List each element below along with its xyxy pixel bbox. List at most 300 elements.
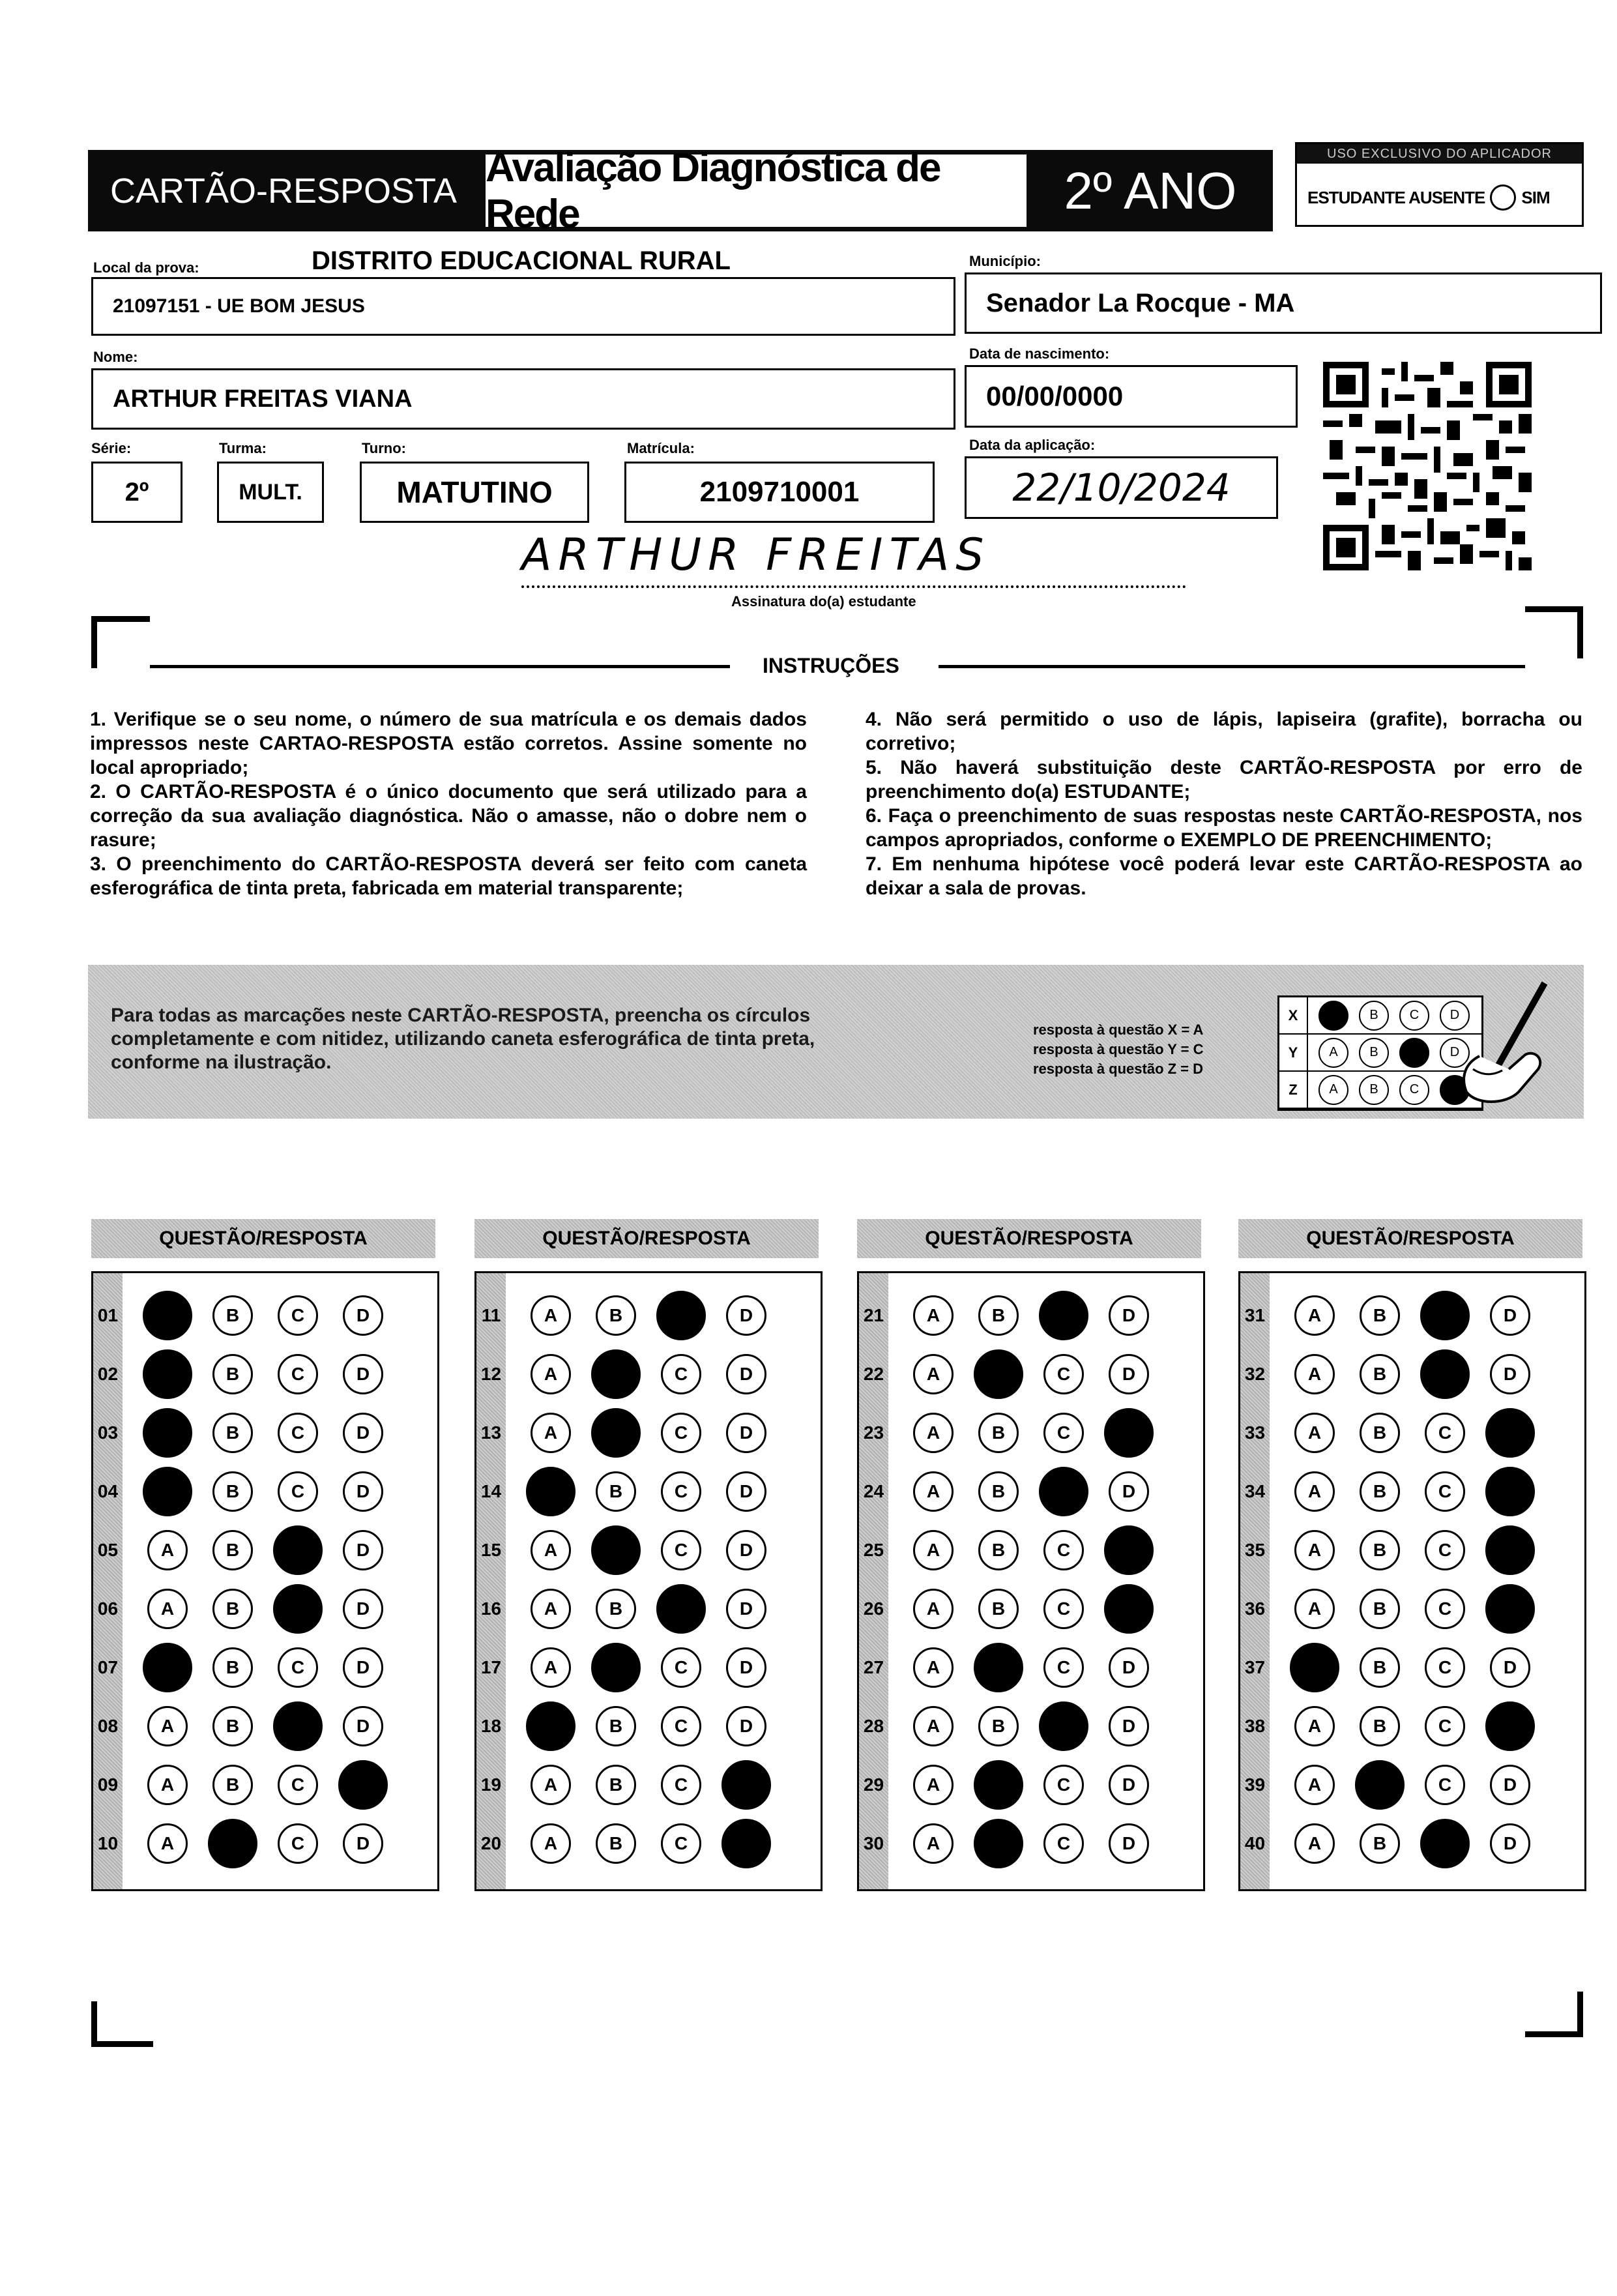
- question-row: [476, 1531, 821, 1570]
- question-row: [476, 1765, 821, 1804]
- answer-bubble-c[interactable]: C: [1425, 1706, 1465, 1746]
- answer-bubble-b[interactable]: B: [212, 1354, 253, 1394]
- answer-bubble-d[interactable]: D: [726, 1647, 766, 1688]
- question-row: [93, 1824, 437, 1863]
- answer-block-header: QUESTÃO/RESPOSTA: [474, 1219, 819, 1258]
- question-number: 03: [97, 1422, 119, 1443]
- answer-bubble-d[interactable]: D: [1490, 1647, 1530, 1688]
- answer-bubble-a[interactable]: [143, 1291, 192, 1340]
- answer-bubble-d[interactable]: D: [343, 1471, 383, 1512]
- answer-bubble-d[interactable]: D: [726, 1354, 766, 1394]
- legend-z: resposta à questão Z = D: [1033, 1061, 1204, 1077]
- answer-bubble-b[interactable]: B: [212, 1295, 253, 1336]
- question-row: [476, 1648, 821, 1687]
- answer-bubble-d[interactable]: D: [1109, 1471, 1149, 1512]
- fill-example-row: [1279, 1035, 1481, 1072]
- answer-bubble-b[interactable]: B: [212, 1471, 253, 1512]
- question-number: 09: [97, 1774, 119, 1795]
- question-number: 14: [480, 1481, 502, 1501]
- question-row: [859, 1531, 1203, 1570]
- answer-bubble-a[interactable]: [526, 1701, 575, 1751]
- answer-bubble-d[interactable]: D: [1109, 1765, 1149, 1805]
- answer-bubble-a[interactable]: A: [913, 1589, 954, 1629]
- fill-example-bubble-b: B: [1359, 1075, 1389, 1105]
- answer-bubble-d[interactable]: D: [726, 1413, 766, 1453]
- answer-bubble-d[interactable]: D: [1109, 1823, 1149, 1864]
- answer-bubble-d[interactable]: [721, 1760, 771, 1810]
- answer-bubble-b[interactable]: [974, 1760, 1023, 1810]
- district-name: DISTRITO EDUCACIONAL RURAL: [312, 246, 731, 275]
- answer-bubble-d[interactable]: [1104, 1408, 1154, 1458]
- answer-bubble-d[interactable]: [721, 1819, 771, 1868]
- answer-bubble-c[interactable]: C: [1425, 1471, 1465, 1512]
- question-number: 02: [97, 1364, 119, 1384]
- answer-bubble-d[interactable]: D: [726, 1706, 766, 1746]
- answer-bubble-a[interactable]: A: [1294, 1295, 1335, 1336]
- fill-example-bubble-c: C: [1399, 1075, 1429, 1105]
- answer-bubble-a[interactable]: A: [531, 1295, 571, 1336]
- question-row: [859, 1707, 1203, 1746]
- absent-row: [1307, 184, 1550, 211]
- corner-mark-top-right-h: [1525, 606, 1583, 612]
- answer-bubble-b[interactable]: B: [978, 1530, 1019, 1570]
- answer-bubble-c[interactable]: C: [661, 1765, 701, 1805]
- answer-bubble-b[interactable]: [591, 1408, 641, 1458]
- aplicador-box: [1295, 142, 1584, 227]
- answer-bubble-a[interactable]: A: [913, 1295, 954, 1336]
- answer-bubble-b[interactable]: B: [978, 1706, 1019, 1746]
- answer-bubble-d[interactable]: [338, 1760, 388, 1810]
- answer-bubble-a[interactable]: A: [147, 1589, 188, 1629]
- answer-bubble-b[interactable]: [591, 1643, 641, 1692]
- answer-bubble-d[interactable]: D: [1109, 1647, 1149, 1688]
- question-number: 40: [1244, 1833, 1266, 1853]
- answer-bubble-c[interactable]: C: [661, 1530, 701, 1570]
- answer-bubble-c[interactable]: C: [1425, 1589, 1465, 1629]
- answer-bubble-b[interactable]: B: [1360, 1295, 1400, 1336]
- question-row: [859, 1765, 1203, 1804]
- answer-bubble-c[interactable]: C: [1043, 1413, 1084, 1453]
- corner-mark-top-left: [91, 616, 97, 668]
- question-number: 27: [863, 1657, 884, 1677]
- question-number: 24: [863, 1481, 884, 1501]
- question-number: 34: [1244, 1481, 1266, 1501]
- question-number: 39: [1244, 1774, 1266, 1795]
- instruction-5: 5. Não haverá substituição deste CARTÃO-RESPOSTA por erro de preenchimento do(a) ESTUDANTE;: [866, 757, 1582, 802]
- answer-bubble-d[interactable]: [1104, 1525, 1154, 1575]
- question-number: 19: [480, 1774, 502, 1795]
- answer-bubble-d[interactable]: D: [1490, 1295, 1530, 1336]
- question-number: 28: [863, 1716, 884, 1736]
- question-number: 37: [1244, 1657, 1266, 1677]
- hand-pen-icon: [1453, 978, 1551, 1108]
- answer-block: [474, 1271, 823, 1891]
- enrollment-field[interactable]: 2109710001: [624, 462, 935, 523]
- question-number: 23: [863, 1422, 884, 1443]
- municipality-label: Município:: [969, 253, 1041, 269]
- answer-bubble-c[interactable]: C: [278, 1354, 318, 1394]
- shift-label: Turno:: [362, 440, 407, 456]
- question-row: [1240, 1531, 1584, 1570]
- municipality-field[interactable]: Senador La Rocque - MA: [965, 272, 1602, 334]
- answer-bubble-a[interactable]: A: [147, 1530, 188, 1570]
- birth-date-field[interactable]: 00/00/0000: [965, 365, 1298, 428]
- answer-bubble-a[interactable]: A: [147, 1823, 188, 1864]
- question-number: 26: [863, 1598, 884, 1619]
- instruction-7: 7. Em nenhuma hipótese você poderá levar este CARTÃO-RESPOSTA ao deixar a sala de provas.: [866, 853, 1582, 899]
- instructions-rule-left: [150, 665, 730, 668]
- fill-example-bubble-b: B: [1359, 1001, 1389, 1031]
- answer-bubble-b[interactable]: B: [596, 1823, 636, 1864]
- answer-bubble-c[interactable]: C: [661, 1706, 701, 1746]
- question-row: [93, 1296, 437, 1335]
- answer-bubble-c[interactable]: [1420, 1349, 1470, 1399]
- answer-bubble-a[interactable]: A: [913, 1647, 954, 1688]
- answer-bubble-b[interactable]: [974, 1349, 1023, 1399]
- answer-bubble-c[interactable]: [1420, 1819, 1470, 1868]
- answer-bubble-b[interactable]: B: [212, 1589, 253, 1629]
- answer-bubble-d[interactable]: D: [726, 1530, 766, 1570]
- question-row: [476, 1824, 821, 1863]
- answer-bubble-b[interactable]: B: [1360, 1413, 1400, 1453]
- answer-bubble-b[interactable]: [1355, 1760, 1405, 1810]
- answer-bubble-c[interactable]: C: [278, 1765, 318, 1805]
- answer-bubble-c[interactable]: [273, 1584, 323, 1634]
- corner-mark-top-right: [1577, 606, 1583, 658]
- answer-bubble-a[interactable]: A: [531, 1530, 571, 1570]
- question-number: 35: [1244, 1540, 1266, 1560]
- question-number: 12: [480, 1364, 502, 1384]
- answer-bubble-a[interactable]: A: [531, 1765, 571, 1805]
- answer-bubble-c[interactable]: C: [1043, 1647, 1084, 1688]
- question-row: [859, 1355, 1203, 1394]
- series-field[interactable]: 2º: [91, 462, 182, 523]
- answer-bubble-b[interactable]: B: [1360, 1823, 1400, 1864]
- question-number: 15: [480, 1540, 502, 1560]
- answer-bubble-b[interactable]: B: [978, 1471, 1019, 1512]
- answer-bubble-a[interactable]: A: [531, 1823, 571, 1864]
- question-row: [93, 1765, 437, 1804]
- answer-block-header: QUESTÃO/RESPOSTA: [1238, 1219, 1582, 1258]
- question-number: 31: [1244, 1305, 1266, 1325]
- signature-caption: Assinatura do(a) estudante: [731, 593, 916, 610]
- question-row: [859, 1824, 1203, 1863]
- question-number: 20: [480, 1833, 502, 1853]
- question-row: [476, 1355, 821, 1394]
- signature-line: [521, 585, 1186, 588]
- question-row: [1240, 1589, 1584, 1628]
- answer-bubble-a[interactable]: [143, 1467, 192, 1516]
- exam-site-label: Local da prova:: [93, 259, 199, 276]
- question-number: 38: [1244, 1716, 1266, 1736]
- answer-bubble-c[interactable]: C: [1425, 1413, 1465, 1453]
- instruction-1: 1. Verifique se o seu nome, o número de sua matrícula e os demais dados impressos neste CARTAO-RESPOSTA estão corretos. Assine somente no local apropriado;: [90, 709, 807, 778]
- instruction-4: 4. Não será permitido o uso de lápis, lapiseira (grafite), borracha ou corretivo;: [866, 709, 1582, 754]
- question-number: 05: [97, 1540, 119, 1560]
- answer-bubble-c[interactable]: [273, 1701, 323, 1751]
- instructions-right: [866, 707, 1582, 900]
- answer-bubble-a[interactable]: A: [913, 1354, 954, 1394]
- answer-bubble-b[interactable]: B: [1360, 1530, 1400, 1570]
- question-number: 22: [863, 1364, 884, 1384]
- answer-bubble-b[interactable]: [591, 1525, 641, 1575]
- question-row: [859, 1648, 1203, 1687]
- answer-bubble-c[interactable]: [1420, 1291, 1470, 1340]
- question-row: [859, 1472, 1203, 1511]
- fill-example-row: [1279, 997, 1481, 1035]
- question-row: [93, 1413, 437, 1452]
- answer-bubble-d[interactable]: D: [343, 1530, 383, 1570]
- question-row: [859, 1589, 1203, 1628]
- question-row: [93, 1472, 437, 1511]
- answer-bubble-a[interactable]: [526, 1467, 575, 1516]
- answer-bubble-a[interactable]: [143, 1643, 192, 1692]
- fill-example-row-label: Z: [1279, 1072, 1308, 1108]
- question-number: 30: [863, 1833, 884, 1853]
- answer-bubble-b[interactable]: B: [978, 1589, 1019, 1629]
- question-number: 11: [481, 1305, 501, 1325]
- answer-bubble-c[interactable]: C: [1043, 1823, 1084, 1864]
- answer-bubble-c[interactable]: C: [278, 1413, 318, 1453]
- answer-bubble-c[interactable]: C: [1425, 1765, 1465, 1805]
- answer-bubble-a[interactable]: A: [913, 1765, 954, 1805]
- answer-bubble-d[interactable]: D: [1490, 1765, 1530, 1805]
- answer-bubble-d[interactable]: D: [1109, 1295, 1149, 1336]
- question-number: 17: [480, 1657, 502, 1677]
- answer-bubble-c[interactable]: [656, 1291, 706, 1340]
- answer-bubble-a[interactable]: A: [1294, 1823, 1335, 1864]
- instruction-6: 6. Faça o preenchimento de suas respostas neste CARTÃO-RESPOSTA, nos campos apropriados, conforme o EXEMPLO DE PREENCHIMENTO;: [866, 805, 1582, 851]
- absent-checkbox[interactable]: [1490, 184, 1516, 211]
- answer-bubble-b[interactable]: B: [212, 1706, 253, 1746]
- answer-bubble-d[interactable]: D: [343, 1354, 383, 1394]
- answer-bubble-c[interactable]: C: [1425, 1530, 1465, 1570]
- question-number: 33: [1244, 1422, 1266, 1443]
- answer-bubble-b[interactable]: B: [596, 1589, 636, 1629]
- question-row: [93, 1648, 437, 1687]
- answer-bubble-a[interactable]: A: [913, 1823, 954, 1864]
- question-row: [93, 1589, 437, 1628]
- answer-bubble-c[interactable]: [1039, 1701, 1088, 1751]
- question-number: 21: [863, 1305, 884, 1325]
- answer-bubble-d[interactable]: D: [1109, 1706, 1149, 1746]
- answer-bubble-b[interactable]: B: [212, 1765, 253, 1805]
- fill-example-row: [1279, 1072, 1481, 1109]
- grade-title: 2º ANO: [1064, 161, 1237, 220]
- card-title: CARTÃO-RESPOSTA: [109, 171, 458, 211]
- answer-bubble-a[interactable]: A: [1294, 1413, 1335, 1453]
- answer-bubble-a[interactable]: [1290, 1643, 1339, 1692]
- answer-bubble-b[interactable]: B: [1360, 1706, 1400, 1746]
- answer-bubble-d[interactable]: [1104, 1584, 1154, 1634]
- question-row: [476, 1707, 821, 1746]
- answer-bubble-a[interactable]: A: [147, 1765, 188, 1805]
- answer-bubble-a[interactable]: A: [531, 1354, 571, 1394]
- answer-bubble-d[interactable]: [1485, 1584, 1535, 1634]
- answer-bubble-b[interactable]: B: [1360, 1589, 1400, 1629]
- question-number: 29: [863, 1774, 884, 1795]
- answer-bubble-d[interactable]: D: [343, 1589, 383, 1629]
- shift-field[interactable]: MATUTINO: [360, 462, 589, 523]
- answer-bubble-a[interactable]: A: [1294, 1530, 1335, 1570]
- answer-bubble-d[interactable]: [1485, 1467, 1535, 1516]
- fill-example-bubble-a: A: [1318, 1075, 1348, 1105]
- answer-bubble-c[interactable]: C: [278, 1471, 318, 1512]
- question-number: 07: [97, 1657, 119, 1677]
- question-number: 04: [97, 1481, 119, 1501]
- question-row: [859, 1413, 1203, 1452]
- answer-bubble-c[interactable]: C: [1043, 1354, 1084, 1394]
- question-row: [1240, 1296, 1584, 1335]
- answer-bubble-d[interactable]: D: [1490, 1354, 1530, 1394]
- question-number: 32: [1244, 1364, 1266, 1384]
- answer-bubble-c[interactable]: C: [278, 1823, 318, 1864]
- absent-label: ESTUDANTE AUSENTE: [1307, 187, 1485, 207]
- corner-mark-bottom-left-h: [91, 2041, 153, 2047]
- school-field[interactable]: 21097151 - UE BOM JESUS: [91, 277, 955, 336]
- answer-bubble-a[interactable]: A: [1294, 1765, 1335, 1805]
- answer-bubble-b[interactable]: B: [596, 1765, 636, 1805]
- answer-bubble-d[interactable]: [1485, 1525, 1535, 1575]
- answer-bubble-b[interactable]: [591, 1349, 641, 1399]
- answer-bubble-b[interactable]: B: [978, 1295, 1019, 1336]
- question-row: [476, 1472, 821, 1511]
- answer-bubble-c[interactable]: C: [278, 1647, 318, 1688]
- answer-bubble-a[interactable]: A: [1294, 1589, 1335, 1629]
- answer-block-header: QUESTÃO/RESPOSTA: [857, 1219, 1201, 1258]
- answer-bubble-d[interactable]: D: [726, 1471, 766, 1512]
- answer-bubble-b[interactable]: B: [1360, 1354, 1400, 1394]
- question-number: 01: [97, 1305, 119, 1325]
- answer-bubble-c[interactable]: C: [1043, 1589, 1084, 1629]
- fill-example-row-label: X: [1279, 997, 1308, 1033]
- answer-bubble-d[interactable]: D: [726, 1295, 766, 1336]
- question-row: [1240, 1355, 1584, 1394]
- instruction-2: 2. O CARTÃO-RESPOSTA é o único documento que será utilizado para a correção da sua avaliação diagnóstica. Não o amasse, não o dobre nem o rasure;: [90, 781, 807, 851]
- question-number: 08: [97, 1716, 119, 1736]
- answer-block: [1238, 1271, 1586, 1891]
- answer-bubble-c[interactable]: C: [661, 1354, 701, 1394]
- answer-bubble-a[interactable]: A: [1294, 1354, 1335, 1394]
- answer-bubble-d[interactable]: [1485, 1408, 1535, 1458]
- corner-mark-bottom-right: [1577, 1992, 1583, 2037]
- class-field[interactable]: MULT.: [217, 462, 324, 523]
- answer-bubble-b[interactable]: B: [212, 1413, 253, 1453]
- instructions-title: INSTRUÇÕES: [763, 654, 899, 677]
- answer-bubble-a[interactable]: A: [913, 1706, 954, 1746]
- question-row: [1240, 1707, 1584, 1746]
- fill-example-bubble-a: [1318, 1001, 1348, 1031]
- answer-bubble-c[interactable]: [273, 1525, 323, 1575]
- fill-example-bubble-d: D: [1440, 1001, 1470, 1031]
- answer-bubble-a[interactable]: A: [147, 1706, 188, 1746]
- answer-bubble-b[interactable]: B: [212, 1647, 253, 1688]
- fill-example-grid: [1277, 995, 1483, 1111]
- answer-bubble-c[interactable]: C: [661, 1647, 701, 1688]
- answer-bubble-b[interactable]: B: [978, 1413, 1019, 1453]
- answer-bubble-c[interactable]: [1039, 1291, 1088, 1340]
- answer-bubble-c[interactable]: C: [661, 1413, 701, 1453]
- answer-bubble-b[interactable]: B: [596, 1471, 636, 1512]
- instructions-left: [90, 707, 807, 900]
- question-row: [93, 1355, 437, 1394]
- enrollment-label: Matrícula:: [627, 440, 695, 456]
- answer-bubble-c[interactable]: C: [661, 1471, 701, 1512]
- answer-bubble-a[interactable]: [143, 1408, 192, 1458]
- question-number: 06: [97, 1598, 119, 1619]
- student-signature: ARTHUR FREITAS: [521, 529, 991, 581]
- qr-code-icon: [1323, 362, 1532, 570]
- answer-bubble-d[interactable]: D: [1490, 1823, 1530, 1864]
- answer-bubble-a[interactable]: A: [531, 1589, 571, 1629]
- name-field[interactable]: ARTHUR FREITAS VIANA: [91, 368, 955, 430]
- fill-example-legend: [1033, 1020, 1203, 1079]
- answer-bubble-b[interactable]: B: [596, 1295, 636, 1336]
- question-number: 16: [480, 1598, 502, 1619]
- fill-example-bubble-c: C: [1399, 1001, 1429, 1031]
- answer-bubble-c[interactable]: C: [1425, 1647, 1465, 1688]
- answer-bubble-a[interactable]: A: [913, 1530, 954, 1570]
- birth-date-label: Data de nascimento:: [969, 346, 1110, 362]
- answer-bubble-a[interactable]: [143, 1349, 192, 1399]
- answer-bubble-b[interactable]: B: [212, 1530, 253, 1570]
- answer-bubble-d[interactable]: [1485, 1701, 1535, 1751]
- question-row: [1240, 1413, 1584, 1452]
- question-number: 13: [480, 1422, 502, 1443]
- corner-mark-top-left-h: [91, 616, 150, 622]
- answer-bubble-c[interactable]: [1039, 1467, 1088, 1516]
- question-row: [1240, 1472, 1584, 1511]
- fill-example-bubble-c: [1399, 1038, 1429, 1068]
- answer-bubble-b[interactable]: B: [1360, 1647, 1400, 1688]
- answer-bubble-b[interactable]: [208, 1819, 257, 1868]
- answer-bubble-b[interactable]: [974, 1819, 1023, 1868]
- answer-bubble-c[interactable]: C: [1043, 1530, 1084, 1570]
- answer-bubble-a[interactable]: A: [531, 1647, 571, 1688]
- question-number: 10: [97, 1833, 119, 1853]
- question-row: [476, 1589, 821, 1628]
- answer-bubble-a[interactable]: A: [1294, 1471, 1335, 1512]
- instruction-3: 3. O preenchimento do CARTÃO-RESPOSTA deverá ser feito com caneta esferográfica de tinta preta, fabricada em material transparente;: [90, 853, 807, 899]
- aplicador-label: USO EXCLUSIVO DO APLICADOR: [1297, 144, 1582, 164]
- answer-bubble-d[interactable]: D: [343, 1295, 383, 1336]
- answer-bubble-b[interactable]: B: [1360, 1471, 1400, 1512]
- answer-bubble-c[interactable]: [656, 1584, 706, 1634]
- answer-bubble-d[interactable]: D: [726, 1589, 766, 1629]
- application-date-field[interactable]: 22/10/2024: [965, 456, 1278, 519]
- answer-bubble-d[interactable]: D: [343, 1706, 383, 1746]
- answer-bubble-a[interactable]: A: [913, 1413, 954, 1453]
- answer-bubble-d[interactable]: D: [343, 1823, 383, 1864]
- question-row: [93, 1531, 437, 1570]
- answer-bubble-c[interactable]: C: [1043, 1765, 1084, 1805]
- answer-bubble-d[interactable]: D: [343, 1647, 383, 1688]
- answer-bubble-c[interactable]: C: [661, 1823, 701, 1864]
- answer-bubble-b[interactable]: [974, 1643, 1023, 1692]
- answer-bubble-a[interactable]: A: [531, 1413, 571, 1453]
- answer-bubble-d[interactable]: D: [343, 1413, 383, 1453]
- answer-bubble-a[interactable]: A: [1294, 1706, 1335, 1746]
- answer-bubble-b[interactable]: B: [596, 1706, 636, 1746]
- corner-mark-bottom-left: [91, 2001, 97, 2047]
- answer-block-header: QUESTÃO/RESPOSTA: [91, 1219, 435, 1258]
- answer-bubble-a[interactable]: A: [913, 1471, 954, 1512]
- answer-bubble-c[interactable]: C: [278, 1295, 318, 1336]
- answer-bubble-d[interactable]: D: [1109, 1354, 1149, 1394]
- fill-example-bubble-a: A: [1318, 1038, 1348, 1068]
- series-label: Série:: [91, 440, 132, 456]
- answer-block: [857, 1271, 1205, 1891]
